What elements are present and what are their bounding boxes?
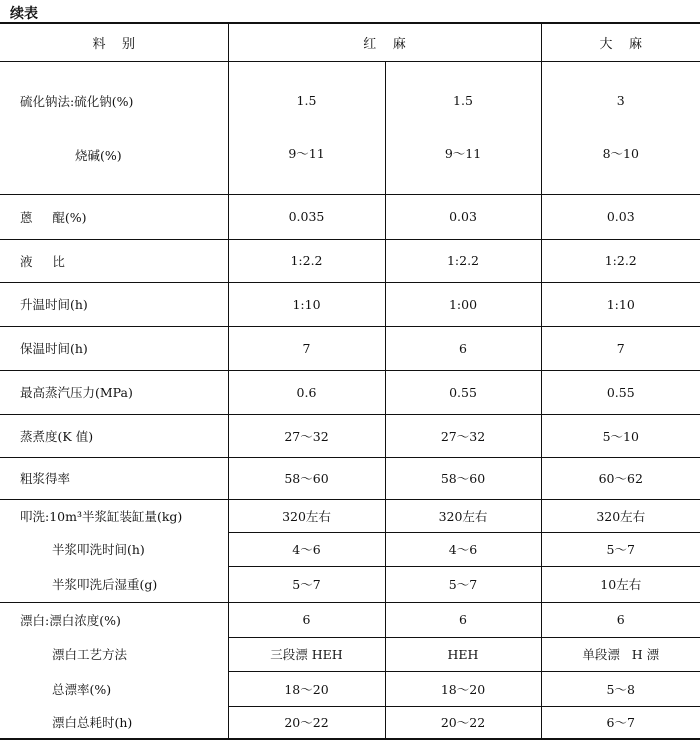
cell-value-line: 3 xyxy=(542,93,700,108)
row-label: 保温时间(h) xyxy=(0,326,228,370)
cell-value: 60～62 xyxy=(541,457,700,499)
cell-value: 20～22 xyxy=(385,706,541,739)
row-label: 液 比 xyxy=(0,239,228,282)
cell-value: 10左右 xyxy=(541,566,700,602)
cell-value: 1:10 xyxy=(541,282,700,326)
row-label: 叩洗:10m³半浆缸装缸量(kg) xyxy=(0,499,228,532)
cell-value: 0.03 xyxy=(541,194,700,239)
cell-value: 320左右 xyxy=(228,499,385,532)
header-category: 料 别 xyxy=(0,23,228,61)
cell-value: 5～7 xyxy=(228,566,385,602)
header-hongma: 红 麻 xyxy=(228,23,541,61)
cell-value: 58～60 xyxy=(385,457,541,499)
row-label: 总漂率(%) xyxy=(0,671,228,706)
cell-value xyxy=(541,61,700,194)
row-label: 蒽 醌(%) xyxy=(0,194,228,239)
data-table xyxy=(0,22,700,740)
table-row xyxy=(0,637,700,671)
cell-value: 6～7 xyxy=(541,706,700,739)
cell-value-line: 1.5 xyxy=(386,93,541,108)
table-row xyxy=(0,326,700,370)
row-label: 半浆叩洗后湿重(g) xyxy=(0,566,228,602)
cell-value: 0.55 xyxy=(541,370,700,414)
cell-value: 1:2.2 xyxy=(541,239,700,282)
cell-value: 0.03 xyxy=(385,194,541,239)
row-label: 漂白总耗时(h) xyxy=(0,706,228,739)
cell-value: 7 xyxy=(541,326,700,370)
table-row xyxy=(0,706,700,739)
cell-value: 0.035 xyxy=(228,194,385,239)
row-label-line: 硫化钠法:硫化钠(%) xyxy=(20,92,228,110)
cell-value: 20～22 xyxy=(228,706,385,739)
row-label: 蒸煮度(K 值) xyxy=(0,414,228,457)
cell-value: 0.6 xyxy=(228,370,385,414)
cell-subvalue-line: 8～10 xyxy=(542,144,700,162)
row-label: 半浆叩洗时间(h) xyxy=(0,532,228,566)
cell-value: 320左右 xyxy=(385,499,541,532)
cell-value: 0.55 xyxy=(385,370,541,414)
row-label: 最高蒸汽压力(MPa) xyxy=(0,370,228,414)
cell-value: 5～7 xyxy=(541,532,700,566)
cell-value: 5～10 xyxy=(541,414,700,457)
table-row xyxy=(0,602,700,637)
cell-value: 1:2.2 xyxy=(228,239,385,282)
table-row xyxy=(0,282,700,326)
cell-value: 4～6 xyxy=(228,532,385,566)
cell-value: 1:2.2 xyxy=(385,239,541,282)
table-row xyxy=(0,566,700,602)
cell-value: 6 xyxy=(385,326,541,370)
table-row xyxy=(0,239,700,282)
table-row xyxy=(0,532,700,566)
row-label: 漂白工艺方法 xyxy=(0,637,228,671)
row-sublabel-line: 烧碱(%) xyxy=(20,146,228,164)
table-row xyxy=(0,194,700,239)
table-row xyxy=(0,61,700,194)
table-row xyxy=(0,671,700,706)
row-label xyxy=(0,61,228,194)
cell-value: 18～20 xyxy=(228,671,385,706)
cell-value: 4～6 xyxy=(385,532,541,566)
row-label: 粗浆得率 xyxy=(0,457,228,499)
header-row xyxy=(0,23,700,61)
cell-value: 7 xyxy=(228,326,385,370)
cell-value: 1:00 xyxy=(385,282,541,326)
table-row xyxy=(0,457,700,499)
cell-value: 1:10 xyxy=(228,282,385,326)
row-label: 漂白:漂白浓度(%) xyxy=(0,602,228,637)
cell-value: 6 xyxy=(228,602,385,637)
cell-value: 5～8 xyxy=(541,671,700,706)
cell-value: 三段漂 HEH xyxy=(228,637,385,671)
cell-value xyxy=(385,61,541,194)
cell-value: 5～7 xyxy=(385,566,541,602)
cell-value: 6 xyxy=(541,602,700,637)
cell-value: 6 xyxy=(385,602,541,637)
cell-value xyxy=(228,61,385,194)
cell-value: HEH xyxy=(385,637,541,671)
cell-value: 27～32 xyxy=(385,414,541,457)
cell-value: 18～20 xyxy=(385,671,541,706)
cell-value: 320左右 xyxy=(541,499,700,532)
cell-value-line: 1.5 xyxy=(229,93,385,108)
table-row xyxy=(0,414,700,457)
cell-value: 单段漂 H 漂 xyxy=(541,637,700,671)
cell-subvalue-line: 9～11 xyxy=(229,144,385,162)
cell-value: 27～32 xyxy=(228,414,385,457)
cell-value: 58～60 xyxy=(228,457,385,499)
table-row xyxy=(0,499,700,532)
table-title: 续表 xyxy=(10,3,38,23)
table-row xyxy=(0,370,700,414)
row-label: 升温时间(h) xyxy=(0,282,228,326)
cell-subvalue-line: 9～11 xyxy=(386,144,541,162)
header-dama: 大 麻 xyxy=(541,23,700,61)
